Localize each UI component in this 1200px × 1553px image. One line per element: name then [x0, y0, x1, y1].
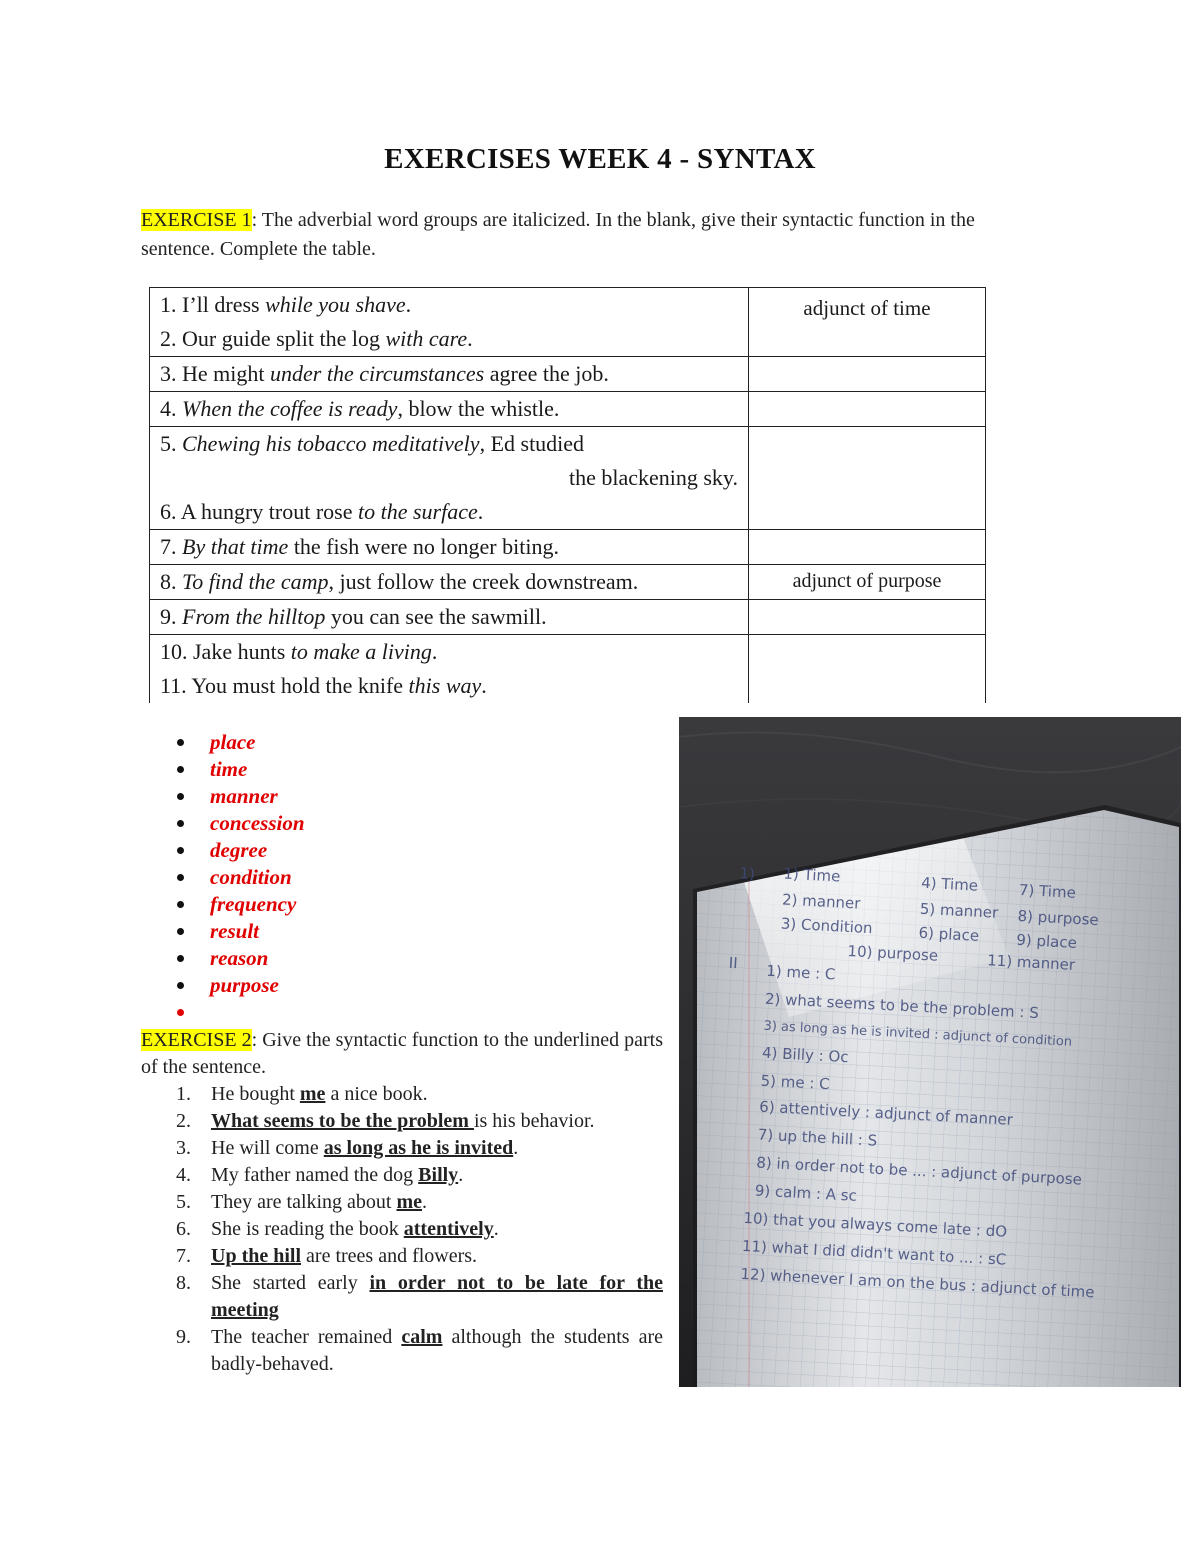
sentence-number: 4. — [160, 396, 182, 421]
adverbial-group: From the hilltop — [182, 604, 326, 629]
sentence-text: . — [431, 639, 438, 664]
sentence-number: 8. — [160, 569, 182, 594]
underlined-part: Billy — [418, 1164, 459, 1186]
sentence-cell — [150, 427, 749, 530]
option-item: concession — [173, 810, 305, 837]
sentence-cell — [150, 357, 749, 392]
table-row — [150, 427, 986, 530]
svg-text:1): 1) — [739, 864, 756, 884]
item-text: He bought — [211, 1083, 300, 1105]
sentence-text: I’ll dress — [182, 292, 266, 317]
nb-line-9: 9) place — [1015, 930, 1078, 952]
sentence-text: He might — [182, 361, 270, 386]
sentence-text: agree the job. — [484, 361, 609, 386]
item-number: 4. — [176, 1164, 191, 1186]
sentence-cell — [150, 565, 749, 600]
sentence-text: , just follow the creek downstream. — [328, 569, 639, 594]
underlined-part: me — [396, 1191, 423, 1213]
table-row — [150, 288, 986, 357]
exercise2-item — [141, 1324, 663, 1378]
nb-line-8: 6) place — [918, 923, 980, 945]
table-row — [150, 530, 986, 565]
underlined-part: in order not to be late for the meeting — [211, 1272, 663, 1321]
sentence-number: 11. — [160, 673, 192, 698]
page-title: EXERCISES WEEK 4 - SYNTAX — [384, 143, 816, 175]
adverbial-group: When the coffee is ready — [182, 396, 398, 421]
exercise2-item — [141, 1270, 663, 1324]
function-options-list — [173, 729, 305, 1026]
sentence-number: 2. — [160, 326, 182, 351]
sentence-line — [160, 495, 738, 529]
nb-line-4: 2) manner — [781, 890, 861, 913]
exercise1-text: : The adverbial word groups are italicized. In the blank, give their syntactic function in the sentence. Complete the table. — [141, 209, 975, 260]
sentence-cell — [150, 392, 749, 427]
item-text: My father named the dog — [211, 1164, 419, 1186]
nb-header: II — [728, 953, 739, 973]
nb-line-13: 2) what seems to be the problem : S — [764, 989, 1040, 1023]
option-item: place — [173, 729, 305, 756]
answer-cell[interactable] — [749, 565, 986, 600]
answer-cell[interactable] — [749, 357, 986, 392]
item-text: He will come — [211, 1137, 324, 1159]
nb-line-2: 4) Time — [920, 873, 979, 895]
exercise2-item — [141, 1081, 663, 1108]
item-number: 2. — [176, 1110, 191, 1132]
sentence-line — [160, 392, 738, 426]
answer-text: adjunct of time — [803, 296, 931, 320]
sentence-cell — [150, 530, 749, 565]
sentence-cell — [150, 288, 749, 357]
option-item: degree — [173, 837, 305, 864]
table-row — [150, 565, 986, 600]
nb-line-17: 6) attentively : adjunct of manner — [758, 1097, 1014, 1129]
exercise2-label: EXERCISE 2 — [141, 1029, 252, 1051]
option-item: reason — [173, 945, 305, 972]
table-row — [150, 600, 986, 635]
adverbial-group: while you shave — [265, 292, 406, 317]
sentence-number: 1. — [160, 292, 182, 317]
sentence-line — [160, 565, 738, 599]
exercise1-table — [149, 287, 986, 703]
underlined-part: Up the hill — [211, 1245, 302, 1267]
adverbial-group: To find the camp — [182, 569, 329, 594]
sentence-line — [160, 322, 738, 356]
nb-line-11: 11) manner — [986, 951, 1076, 974]
table-row — [150, 392, 986, 427]
sentence-line — [160, 427, 738, 461]
answer-cell[interactable] — [749, 600, 986, 635]
sentence-text: , blow the whistle. — [397, 396, 560, 421]
sentence-line — [160, 600, 738, 634]
answer-text: adjunct of purpose — [792, 570, 942, 592]
sentence-text: . — [477, 499, 484, 524]
item-text: although the students are badly-behaved. — [211, 1326, 663, 1375]
nb-line-5: 5) manner — [919, 899, 999, 922]
table-row — [150, 357, 986, 392]
sentence-text: , Ed studied — [479, 431, 585, 456]
answer-cell[interactable] — [749, 635, 986, 704]
sentence-text: Jake hunts — [193, 639, 291, 664]
item-text: They are talking about — [211, 1191, 397, 1213]
underlined-part: as long as he is invited — [323, 1137, 514, 1159]
answer-cell[interactable] — [749, 288, 986, 357]
item-text: . — [458, 1164, 464, 1186]
option-item: condition — [173, 864, 305, 891]
nb-line-18: 7) up the hill : S — [757, 1125, 878, 1150]
adverbial-group: to the surface — [358, 499, 478, 524]
sentence-line — [160, 635, 738, 669]
sentence-cell — [150, 635, 749, 704]
sentence-number: 3. — [160, 361, 182, 386]
table-row — [150, 635, 986, 704]
nb-line-22: 11) what I did didn't want to ... : sC — [741, 1236, 1007, 1269]
nb-line-10: 10) purpose — [847, 941, 939, 965]
item-number: 1. — [176, 1083, 191, 1105]
item-text: is his behavior. — [473, 1110, 595, 1132]
answer-cell[interactable] — [749, 427, 986, 530]
item-text: are trees and flowers. — [301, 1245, 478, 1267]
nb-line-7: 3) Condition — [780, 914, 874, 938]
sentence-text: . — [405, 292, 412, 317]
exercise2-item — [141, 1135, 663, 1162]
exercise1-label: EXERCISE 1 — [141, 209, 252, 231]
answer-cell[interactable] — [749, 392, 986, 427]
sentence-number: 9. — [160, 604, 182, 629]
sentence-number: 7. — [160, 534, 182, 559]
exercise2-item — [141, 1162, 663, 1189]
adverbial-group: Chewing his tobacco meditatively — [182, 431, 480, 456]
sentence-line — [160, 530, 738, 564]
sentence-number: 10. — [160, 639, 193, 664]
exercise2 — [141, 1027, 663, 1378]
option-item-empty — [173, 999, 305, 1026]
sentence-text: A hungry trout rose — [180, 499, 358, 524]
nb-line-21: 10) that you always come late : dO — [742, 1208, 1008, 1241]
option-item: manner — [173, 783, 305, 810]
exercise2-text: : Give the syntactic function to the underlined parts of the sentence. — [141, 1029, 663, 1078]
item-text: . — [422, 1191, 428, 1213]
adverbial-group: to make a living — [290, 639, 432, 664]
nb-line-20: 9) calm : A sc — [754, 1181, 858, 1205]
item-number: 5. — [176, 1191, 191, 1213]
sentence-number: 5. — [160, 431, 182, 456]
adverbial-group: this way — [408, 673, 482, 698]
adverbial-group: with care — [385, 326, 468, 351]
item-number: 7. — [176, 1245, 191, 1267]
item-number: 3. — [176, 1137, 191, 1159]
exercise2-instruction — [141, 1027, 663, 1081]
adverbial-group: under the circumstances — [270, 361, 485, 386]
underlined-part: What seems to be the problem — [211, 1110, 474, 1132]
item-number: 6. — [176, 1218, 191, 1240]
sentence-line — [160, 357, 738, 391]
exercise2-list — [141, 1081, 663, 1378]
sentence-text: the fish were no longer biting. — [288, 534, 559, 559]
item-text: She is reading the book — [211, 1218, 404, 1240]
item-text: . — [513, 1137, 519, 1159]
option-item: time — [173, 756, 305, 783]
item-text: . — [493, 1218, 499, 1240]
sentence-cell — [150, 600, 749, 635]
sentence-number: 6. — [160, 499, 181, 524]
option-item: purpose — [173, 972, 305, 999]
nb-line-3: 7) Time — [1018, 880, 1077, 902]
notebook-photo-svg — [679, 717, 1181, 1387]
sentence-line — [160, 288, 738, 322]
sentence-line — [160, 669, 738, 703]
notebook-photo — [679, 717, 1181, 1387]
exercise2-item — [141, 1243, 663, 1270]
item-number: 9. — [176, 1326, 191, 1348]
adverbial-group: By that time — [182, 534, 289, 559]
sentence-text: You must hold the knife — [191, 673, 409, 698]
nb-line-6: 8) purpose — [1017, 906, 1100, 930]
nb-line-16: 5) me : C — [760, 1071, 831, 1094]
sentence-text: the blackening sky. — [568, 465, 738, 490]
option-item: result — [173, 918, 305, 945]
underlined-part: me — [299, 1083, 326, 1105]
exercise1-instruction — [141, 206, 991, 264]
sentence-text: . — [481, 673, 487, 698]
exercise2-item — [141, 1189, 663, 1216]
sentence-line — [160, 461, 738, 495]
nb-line-23: 12) whenever I am on the bus : adjunct of time — [740, 1264, 1095, 1302]
item-text: The teacher remained — [211, 1326, 402, 1348]
underlined-part: calm — [401, 1326, 443, 1348]
exercise2-item — [141, 1216, 663, 1243]
item-number: 8. — [176, 1272, 191, 1294]
nb-line-15: 4) Billy : Oc — [761, 1043, 849, 1067]
item-text: She started early — [211, 1272, 370, 1294]
exercise2-item — [141, 1108, 663, 1135]
sentence-text: you can see the sawmill. — [325, 604, 547, 629]
item-text: a nice book. — [325, 1083, 428, 1105]
underlined-part: attentively — [403, 1218, 494, 1240]
nb-line-1: 1) Time — [783, 864, 841, 886]
sentence-text: Our guide split the log — [182, 326, 386, 351]
option-item: frequency — [173, 891, 305, 918]
sentence-text: . — [467, 326, 473, 351]
nb-line-14: 3) as long as he is invited : adjunct of condition — [763, 1018, 1073, 1050]
nb-line-12: 1) me : C — [765, 961, 836, 984]
answer-cell[interactable] — [749, 530, 986, 565]
nb-line-19: 8) in order not to be ... : adjunct of purpose — [755, 1153, 1083, 1189]
